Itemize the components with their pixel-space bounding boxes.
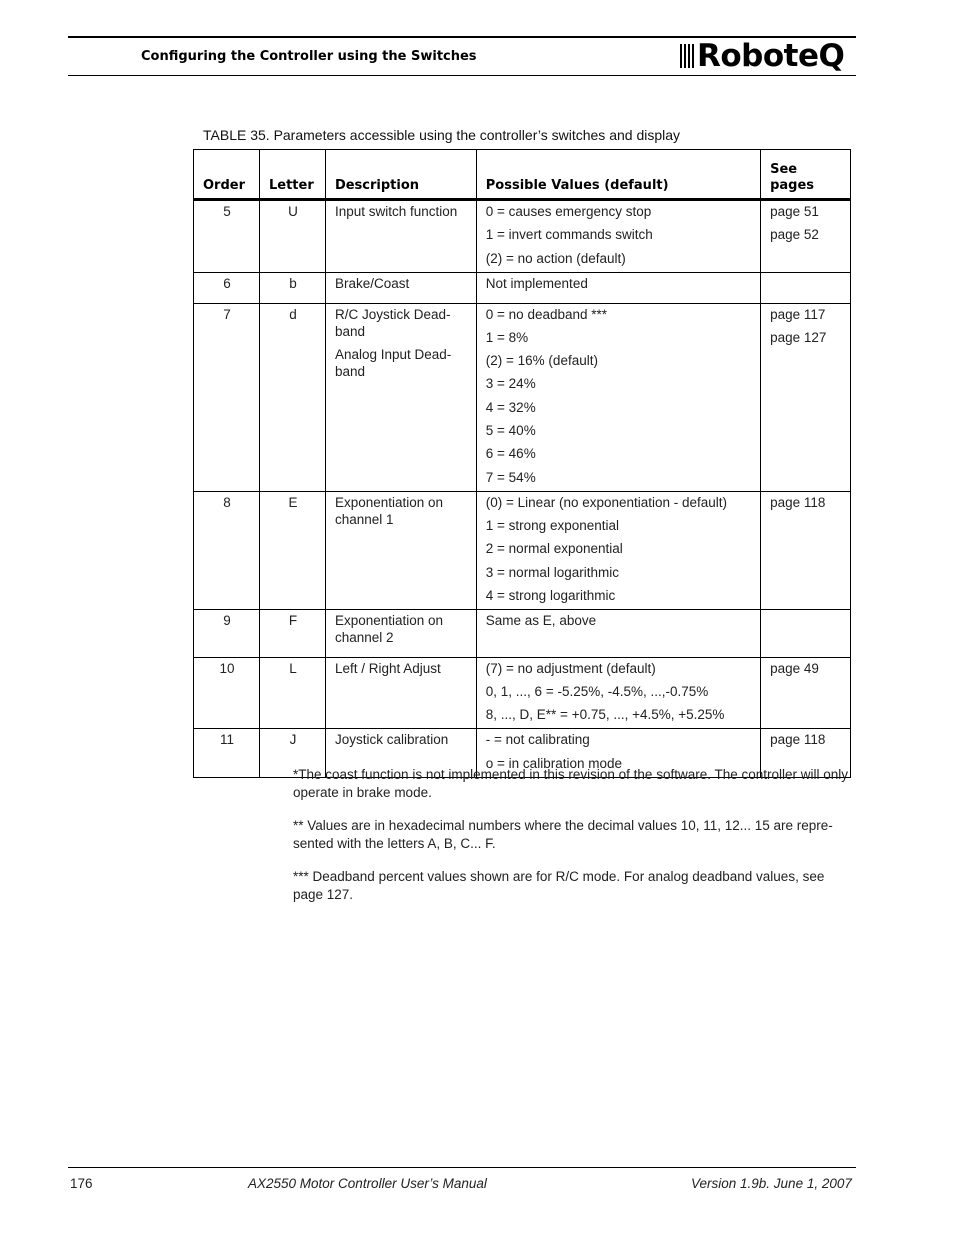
- cell-pages: [761, 272, 851, 303]
- cell-values: [476, 272, 760, 303]
- table-row: [194, 272, 851, 303]
- manual-title: AX2550 Motor Controller User’s Manual: [248, 1176, 487, 1191]
- cell-values: [476, 609, 760, 657]
- description-text: Left / Right Adjust: [334, 660, 441, 676]
- cell-description: [325, 491, 476, 609]
- column-header-pages: See pages: [761, 150, 851, 200]
- page-reference: page 118: [770, 732, 826, 748]
- value-line: 1 = invert commands switch: [485, 227, 653, 243]
- value-line: - = not calibrating: [485, 732, 590, 748]
- value-line: 0, 1, ..., 6 = -5.25%, -4.5%, ...,-0.75%: [485, 684, 709, 700]
- description-text: Exponentiation on channel 2: [334, 612, 444, 645]
- cell-pages: [761, 200, 851, 273]
- value-line: 5 = 40%: [485, 423, 536, 439]
- table-header-row: [194, 150, 851, 200]
- cell-letter: U: [259, 200, 325, 273]
- cell-letter: L: [259, 657, 325, 729]
- cell-description: [325, 272, 476, 303]
- description-text: Exponentiation on channel 1: [334, 494, 444, 527]
- column-header-order: Order: [194, 150, 260, 200]
- running-header-title: Configuring the Controller using the Switches: [141, 49, 477, 64]
- footnotes: [293, 766, 858, 919]
- cell-pages: [761, 657, 851, 729]
- value-line: (7) = no adjustment (default): [485, 660, 656, 676]
- cell-description: [325, 609, 476, 657]
- table-body: [194, 200, 851, 778]
- cell-pages: [761, 491, 851, 609]
- cell-values: [476, 491, 760, 609]
- cell-description: [325, 303, 476, 491]
- cell-order: 10: [194, 657, 260, 729]
- cell-order: 11: [194, 729, 260, 777]
- roboteq-logo: [680, 40, 856, 72]
- caption-label: TABLE 35.: [203, 127, 270, 143]
- value-line: 4 = strong logarithmic: [485, 587, 616, 603]
- table-row: [194, 303, 851, 491]
- value-line: Same as E, above: [485, 612, 597, 628]
- description-text: Analog Input Dead-band: [334, 346, 452, 379]
- cell-letter: F: [259, 609, 325, 657]
- page-reference: page 127: [770, 329, 827, 345]
- cell-order: 7: [194, 303, 260, 491]
- cell-letter: E: [259, 491, 325, 609]
- cell-description: [325, 200, 476, 273]
- value-line: 6 = 46%: [485, 446, 536, 462]
- footer-rule: [68, 1167, 856, 1168]
- page-reference: page 117: [770, 306, 826, 322]
- description-text: Joystick calibration: [334, 732, 449, 748]
- cell-pages: [761, 609, 851, 657]
- description-text: R/C Joystick Dead-band: [334, 306, 451, 339]
- cell-order: 9: [194, 609, 260, 657]
- value-line: (0) = Linear (no exponentiation - default): [485, 494, 728, 510]
- value-line: 2 = normal exponential: [485, 541, 623, 557]
- table-row: [194, 200, 851, 273]
- cell-order: 6: [194, 272, 260, 303]
- value-line: 4 = 32%: [485, 399, 536, 415]
- cell-order: 5: [194, 200, 260, 273]
- footnote: *** Deadband percent values shown are for R/C mode. For analog deadband values, see page 127.: [293, 869, 825, 902]
- header-bottom-rule: [68, 75, 856, 76]
- table-row: [194, 491, 851, 609]
- cell-values: [476, 657, 760, 729]
- page-reference: page 51: [770, 204, 819, 219]
- version-info: Version 1.9b. June 1, 2007: [691, 1176, 852, 1191]
- cell-values: [476, 303, 760, 491]
- footnote: ** Values are in hexadecimal numbers where the decimal values 10, 11, 12... 15 are repre-sented with the letters A, B, C... F.: [293, 818, 833, 851]
- logo-bars-icon: [680, 44, 694, 68]
- cell-letter: b: [259, 272, 325, 303]
- description-text: Brake/Coast: [334, 275, 410, 291]
- value-line: (2) = no action (default): [485, 250, 626, 266]
- cell-values: [476, 200, 760, 273]
- page-reference: page 118: [770, 494, 826, 510]
- value-line: 3 = 24%: [485, 376, 536, 392]
- page-number: 176: [70, 1176, 93, 1191]
- logo-wordmark: RoboteQ: [697, 38, 845, 74]
- table-row: [194, 609, 851, 657]
- value-line: 7 = 54%: [485, 469, 536, 485]
- value-line: 1 = strong exponential: [485, 517, 620, 533]
- value-line: Not implemented: [485, 275, 588, 291]
- column-header-description: Description: [325, 150, 476, 200]
- description-text: Input switch function: [334, 204, 458, 219]
- cell-letter: J: [259, 729, 325, 777]
- cell-letter: d: [259, 303, 325, 491]
- page-reference: page 52: [770, 227, 819, 243]
- value-line: 0 = causes emergency stop: [485, 204, 652, 219]
- footnote: *The coast function is not implemented in this revision of the software. The controller will only operate in brake mode.: [293, 767, 849, 800]
- value-line: 8, ..., D, E** = +0.75, ..., +4.5%, +5.25%: [485, 707, 725, 723]
- value-line: (2) = 16% (default): [485, 353, 598, 369]
- cell-description: [325, 657, 476, 729]
- column-header-values: Possible Values (default): [476, 150, 760, 200]
- cell-order: 8: [194, 491, 260, 609]
- value-line: 3 = normal logarithmic: [485, 564, 619, 580]
- table-row: [194, 657, 851, 729]
- table-caption: [203, 127, 680, 143]
- value-line: o = in calibration mode: [485, 755, 622, 771]
- value-line: 0 = no deadband ***: [485, 306, 608, 322]
- caption-text: Parameters accessible using the controller’s switches and display: [273, 127, 681, 143]
- column-header-letter: Letter: [259, 150, 325, 200]
- value-line: 1 = 8%: [485, 329, 529, 345]
- page-reference: page 49: [770, 660, 819, 676]
- parameters-table: [193, 149, 851, 778]
- cell-pages: [761, 303, 851, 491]
